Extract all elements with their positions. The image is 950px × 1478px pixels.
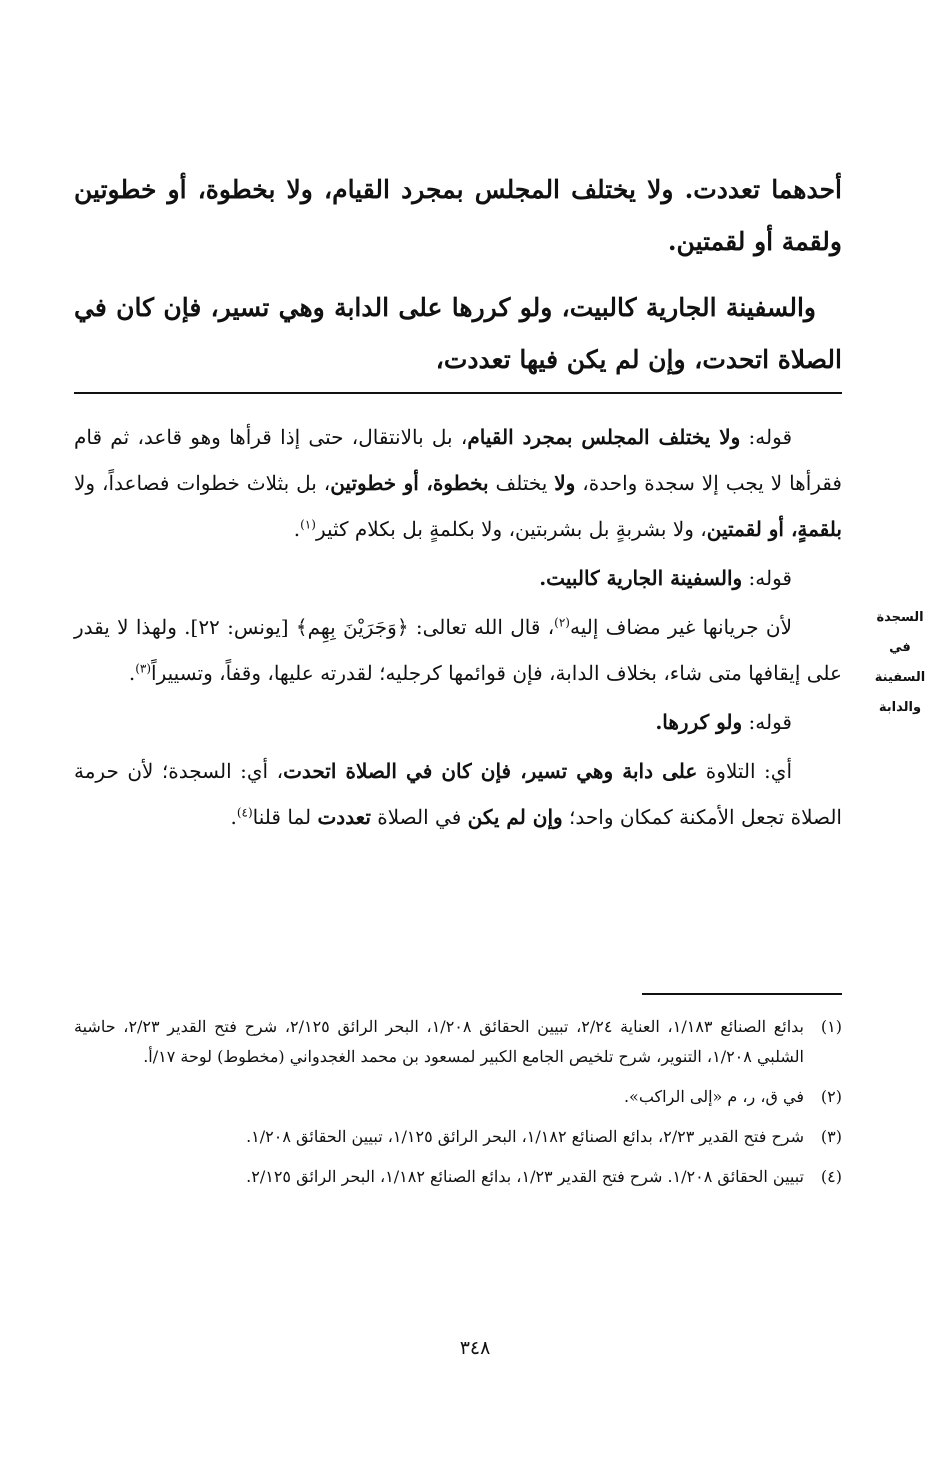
quoted-text: على دابة وهي تسير، فإن كان في الصلاة اتحدت [283,759,698,783]
commentary-paragraph [74,555,842,601]
commentary-paragraph [74,414,842,552]
text-run: أي: التلاوة [697,759,793,783]
footnote-text: تبيين الحقائق ١/٢٠٨. شرح فتح القدير ١/٢٣، بدائع الصنائع ١/١٨٢، البحر الرائق ٢/١٢٥. [246,1167,804,1186]
footnote [74,1082,842,1112]
quoted-text: بلقمةٍ، أو لقمتين [706,517,842,541]
margin-heading-line: والدابة [878,700,922,715]
quoted-text: ولو كررها. [655,710,743,734]
footnote-text: في ق، ر، م «إلى الراكب». [623,1087,804,1106]
text-run: ، بل بثلاث خطوات فصاعداً، ولا [74,471,331,495]
main-paragraph: أحدهما تعددت. ولا يختلف المجلس بمجرد القيام، ولا بخطوة، أو خطوتين ولقمة أو لقمتين. [74,175,842,256]
footnote [74,1122,842,1152]
quoted-text: بخطوة، أو خطوتين [330,471,489,495]
text-run: لما قلنا [252,805,318,829]
separator-rule [74,392,842,394]
text-run: ، ولا بشربةٍ بل بشربتين، ولا بكلمةٍ بل بكلام كثير [315,517,707,541]
text-run: قوله: [742,566,792,590]
quoted-text: وإن لم يكن [467,805,563,829]
text-run: قوله: [740,425,792,449]
quoted-text: ولا يختلف المجلس بمجرد القيام [467,425,741,449]
footnote [74,1012,842,1072]
main-paragraph: والسفينة الجارية كالبيت، ولو كررها على الدابة وهي تسير، فإن كان في الصلاة اتحدت، وإن لم يكن فيها تعددت، [74,293,842,374]
footnote-number: (٢) [820,1087,842,1106]
footnote-text: شرح فتح القدير ٢/٢٣، بدائع الصنائع ١/١٨٢، البحر الرائق ١/١٢٥، تبيين الحقائق ١/٢٠٨. [246,1127,804,1146]
footnote-ref[interactable]: (١) [300,517,316,532]
commentary-paragraph [74,699,842,745]
quoted-text: والسفينة الجارية كالبيت. [539,566,743,590]
text-run: . [293,517,301,541]
commentary-paragraph [74,748,842,840]
footnote [74,1162,842,1192]
commentary-block [74,414,842,843]
text-run: ، أي: السجدة؛ لأن حرمة الصلاة تجعل الأمكنة كمكان واحد؛ [74,759,842,829]
footnotes-block [74,1012,842,1202]
text-run: يختلف [488,471,555,495]
text-run: . [230,805,237,829]
text-run: ، بل بالانتقال، حتى إذا قرأها وهو قاعد، ثم قام فقرأها لا يجب إلا سجدة واحدة، [74,425,842,495]
page-number: ٣٤٨ [459,1337,491,1359]
margin-heading-line: السجدة [876,610,924,625]
text-run: في الصلاة [370,805,468,829]
footnote-number: (١) [820,1017,842,1036]
footnote-text: بدائع الصنائع ١/١٨٣، العناية ٢/٢٤، تبيين الحقائق ١/٢٠٨، البحر الرائق ٢/١٢٥، شرح فتح القدير ٢/٢٣، حاشية الشلبي ١/٢٠٨، التنوير، شرح تلخيص الجامع الكبير لمسعود بن محمد الغجدواني (مخطوط) لوحة ١٧/أ. [74,1017,805,1066]
main-text-block [74,164,842,400]
footnote-ref[interactable]: (٤) [236,805,253,820]
quoted-text: ولا [554,471,576,495]
commentary-paragraph [74,604,842,696]
footnote-ref[interactable]: (٣) [135,661,152,676]
margin-heading-line: في [889,640,911,655]
text-run: قوله: [742,710,792,734]
text-run: لأن جريانها غير مضاف إليه [569,615,792,639]
footnote-number: (٣) [820,1127,842,1146]
margin-heading-line: السفينة [874,670,926,685]
footnote-number: (٤) [820,1167,842,1186]
margin-heading [862,603,938,723]
quoted-text: تعددت [317,805,371,829]
text-run: . [128,661,136,685]
footnote-separator [642,993,842,995]
footnote-ref[interactable]: (٢) [554,615,570,630]
text-run: ، قال الله تعالى: ﴿وَجَرَيْنَ بِهِم﴾ [يونس: ٢٢]. ولهذا لا يقدر على إيقافها متى شاء، بخلاف الدابة، فإن قوائمها كرجليه؛ لقدرته عليها، وقفاً، وتسييراً [74,615,842,685]
